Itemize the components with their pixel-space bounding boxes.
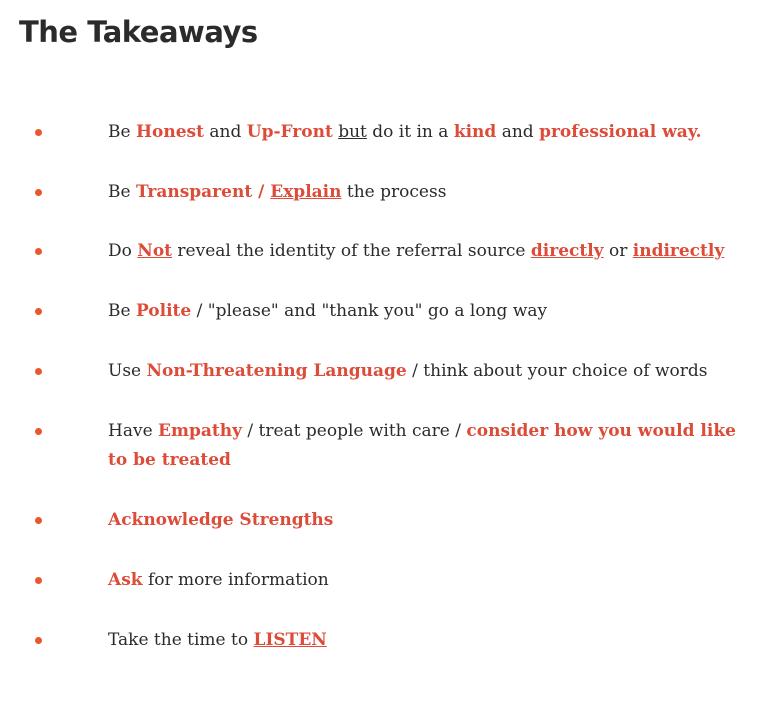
text-segment: / think about your choice of words (406, 361, 708, 381)
text-segment: Have (108, 421, 159, 441)
bullet-icon (35, 428, 42, 435)
emphasis-text: Honest (135, 122, 204, 142)
emphasis-text: professional way. (539, 122, 702, 142)
text-segment: Take the time to (108, 630, 254, 650)
bullet-icon (35, 129, 42, 136)
list-item-text (108, 297, 748, 326)
list-item-text (108, 118, 748, 147)
emphasis-text: directly (530, 241, 604, 261)
text-segment: do it in a (366, 122, 454, 142)
bullet-icon (35, 248, 42, 255)
list-item-text (108, 357, 748, 386)
emphasis-text: Polite (135, 301, 192, 321)
emphasis-text: Transparent / (135, 182, 271, 202)
text-segment: / "please" and "thank you" go a long way (191, 301, 548, 321)
emphasis-text: Explain (270, 182, 342, 202)
list-item-text (108, 178, 748, 207)
text-segment: Use (108, 361, 147, 381)
text-segment: or (603, 241, 633, 261)
emphasis-text: Not (137, 241, 173, 261)
emphasis-text: kind (453, 122, 497, 142)
page-title: The Takeaways (19, 15, 258, 49)
emphasis-text: Ask (108, 570, 143, 590)
underlined-text: but (338, 122, 367, 142)
bullet-icon (35, 189, 42, 196)
list-item-text (108, 626, 748, 655)
emphasis-text: Acknowledge Strengths (108, 510, 334, 530)
text-segment: and (203, 122, 247, 142)
text-segment: Be (108, 301, 136, 321)
text-segment: and (496, 122, 540, 142)
bullet-icon (35, 637, 42, 644)
emphasis-text: indirectly (632, 241, 725, 261)
text-segment: Be (108, 122, 136, 142)
bullet-icon (35, 308, 42, 315)
list-item-text (108, 417, 748, 475)
emphasis-text: consider how you would like to be treated (108, 421, 736, 470)
list-item-text (108, 237, 748, 266)
emphasis-text: Up-Front (246, 122, 333, 142)
text-segment: reveal the identity of the referral source (172, 241, 531, 261)
text-segment: Do (108, 241, 138, 261)
bullet-icon (35, 517, 42, 524)
emphasis-text: LISTEN (253, 630, 327, 650)
emphasis-text: Empathy (158, 421, 242, 441)
bullet-icon (35, 577, 42, 584)
list-item-text (108, 506, 748, 535)
emphasis-text: Non-Threatening Language (146, 361, 407, 381)
text-segment: / treat people with care / (241, 421, 467, 441)
text-segment: Be (108, 182, 136, 202)
text-segment: the process (341, 182, 447, 202)
list-item-text (108, 566, 748, 595)
text-segment: for more information (142, 570, 329, 590)
bullet-icon (35, 368, 42, 375)
